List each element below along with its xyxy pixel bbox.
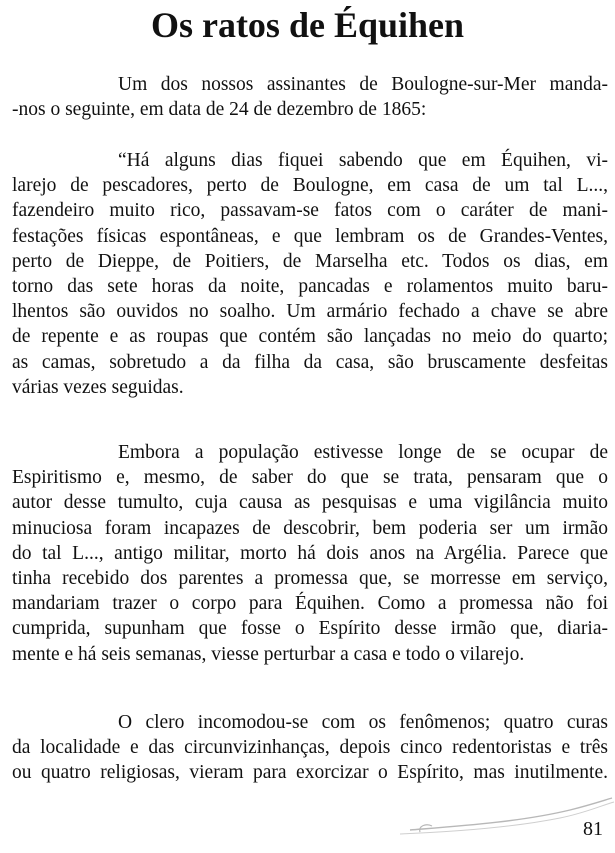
text-line: do tal L..., antigo militar, morto há dois anos na Argélia. Parece que (12, 542, 608, 564)
text-line: da localidade e das circunvizinhanças, depois cinco redentoristas e três (12, 737, 608, 759)
text-line: torno das sete horas da noite, pancadas e rolamentos muito baru- (12, 276, 608, 298)
text-line: minuciosa foram incapazes de descobrir, bem poderia ser um irmão (12, 517, 608, 539)
text-line: mandariam trazer o corpo para Équihen. Como a promessa não foi (12, 593, 608, 615)
text-line: ou quatro religiosas, vieram para exorcizar o Espírito, mas inutilmente. (12, 762, 608, 784)
text-line: de repente e as roupas que contém são lançadas no meio do quarto; (12, 326, 608, 348)
text-line: mente e há seis semanas, viesse perturbar a casa e todo o vilarejo. (12, 643, 525, 665)
text-line: perto de Dieppe, de Poitiers, de Marselha etc. Todos os dias, em (12, 250, 608, 272)
paragraph-2 (12, 148, 608, 400)
text-line: as camas, sobretudo a da filha da casa, são bruscamente desfeitas (12, 351, 608, 373)
paragraph-3 (12, 440, 608, 667)
text-line: autor desse tumulto, cuja causa as pesquisas e uma vigilância muito (12, 492, 608, 514)
text-line: Embora a população estivesse longe de se ocupar de (118, 442, 608, 463)
page-number: 81 (583, 818, 603, 840)
text-line: “Há alguns dias fiquei sabendo que em Équihen, vi- (118, 150, 608, 171)
page-title: Os ratos de Équihen (150, 5, 465, 45)
text-line: festações físicas espontâneas, e que lembram os de Grandes-Ventes, (12, 225, 608, 247)
paragraph-4 (12, 710, 608, 786)
text-line: tinha recebido dos parentes a promessa que, se morresse em serviço, (12, 568, 608, 590)
text-line: cumprida, supunham que fosse o Espírito desse irmão que, diaria- (12, 618, 608, 640)
text-line: fazendeiro muito rico, passavam-se fatos com o caráter de mani- (12, 200, 608, 222)
text-line: lhentos são ouvidos no soalho. Um armário fechado a chave se abre (12, 301, 608, 323)
text-line: larejo de pescadores, perto de Boulogne, em casa de um tal L..., (12, 175, 608, 197)
text-line: várias vezes seguidas. (12, 376, 184, 398)
text-line: Um dos nossos assinantes de Boulogne-sur-Mer manda- (118, 74, 608, 95)
paragraph-1 (12, 72, 608, 122)
text-line: Espiritismo e, mesmo, de saber do que se trata, pensaram que o (12, 467, 608, 489)
text-line: -nos o seguinte, em data de 24 de dezembro de 1865: (12, 99, 427, 121)
text-line: O clero incomodou-se com os fenômenos; quatro curas (118, 712, 608, 733)
